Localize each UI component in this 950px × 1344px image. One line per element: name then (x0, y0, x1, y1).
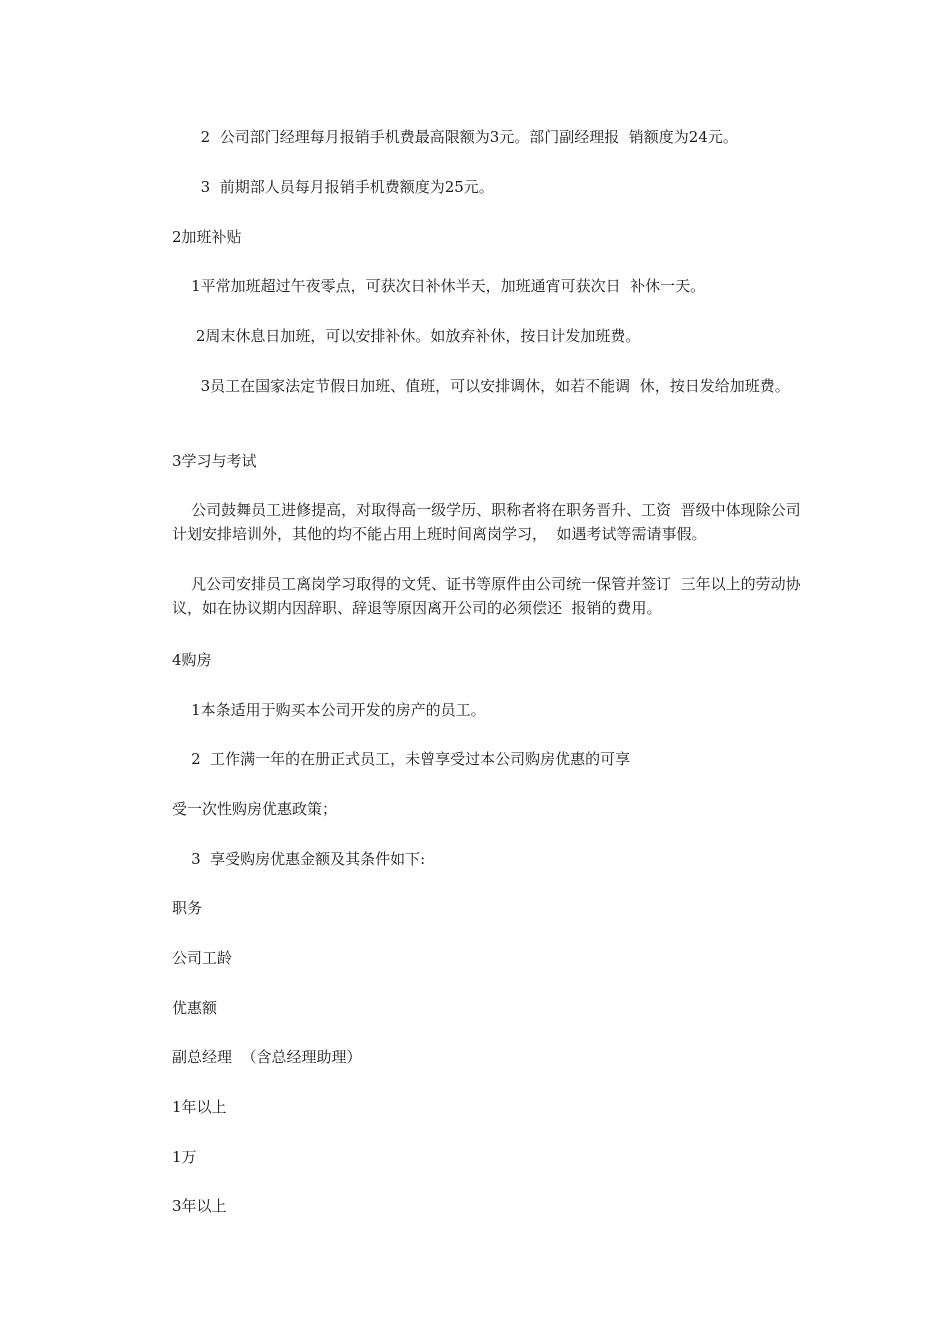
paragraph-9: 2 工作满一年的在册正式员工，未曾享受过本公司购房优惠的可享 (172, 750, 631, 768)
table-cell-discount-1: 1万 (172, 1148, 197, 1166)
section-heading-study: 3学习与考试 (172, 452, 257, 470)
table-header-seniority: 公司工龄 (172, 949, 233, 967)
paragraph-4: 2周末休息日加班，可以安排补休。如放弃补休，按日计发加班费。 (172, 327, 641, 345)
table-cell-position: 副总经理 （含总经理助理） (172, 1048, 362, 1066)
paragraph-10: 受一次性购房优惠政策； (172, 800, 338, 818)
table-cell-seniority-3: 3年以上 (172, 1197, 227, 1215)
paragraph-3: 1平常加班超过午夜零点，可获次日补休半天，加班通宵可获次日 补休一天。 (172, 277, 706, 295)
paragraph-1: 2 公司部门经理每月报销手机费最高限额为3元。部门副经理报 销额度为24元。 (172, 128, 738, 146)
section-heading-overtime: 2加班补贴 (172, 228, 242, 246)
paragraph-7: 凡公司安排员工离岗学习取得的文凭、证书等原件由公司统一保管并签订 三年以上的劳动协议，如在协议期内因辞职、辞退等原因离开公司的必须偿还 报销的费用。 (172, 575, 801, 617)
paragraph-6: 公司鼓舞员工进修提高，对取得高一级学历、职称者将在职务晋升、工资 晋级中体现除公司计划安排培训外，其他的均不能占用上班时间离岗学习， 如遇考试等需请事假。 (172, 501, 801, 543)
table-cell-seniority-1: 1年以上 (172, 1098, 227, 1116)
section-heading-housing: 4购房 (172, 651, 212, 669)
paragraph-11: 3 享受购房优惠金额及其条件如下: (172, 850, 426, 868)
table-header-discount: 优惠额 (172, 999, 218, 1017)
table-header-position: 职务 (172, 899, 203, 917)
paragraph-8: 1本条适用于购买本公司开发的房产的员工。 (172, 701, 486, 719)
paragraph-2: 3 前期部人员每月报销手机费额度为25元。 (172, 178, 494, 196)
paragraph-5: 3员工在国家法定节假日加班、值班，可以安排调休，如若不能调 休，按日发给加班费。 (172, 377, 790, 395)
